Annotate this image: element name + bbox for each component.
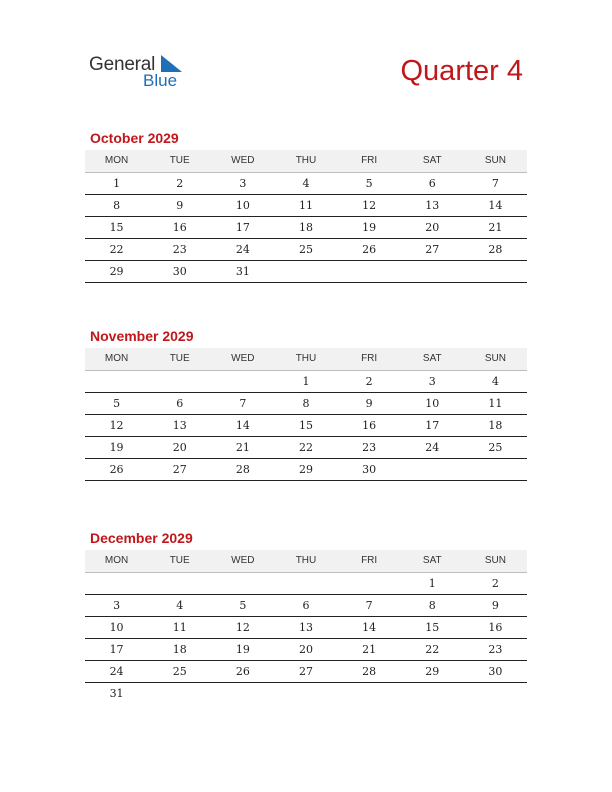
weekday-thu: THU	[295, 353, 317, 364]
week-row	[85, 683, 527, 704]
day-cell: 30	[488, 665, 503, 678]
weekday-tue: TUE	[169, 555, 190, 566]
day-cell: 27	[172, 463, 187, 476]
day-cell: 19	[235, 643, 250, 656]
day-cell: 8	[428, 599, 436, 612]
day-cell: 9	[491, 599, 499, 612]
day-cell: 31	[109, 687, 124, 700]
day-cell: 8	[302, 397, 310, 410]
day-cell: 29	[298, 463, 313, 476]
logo-word-general: General	[89, 54, 156, 75]
day-cell: 4	[491, 375, 499, 388]
day-cell: 30	[362, 463, 377, 476]
day-cell: 24	[109, 665, 124, 678]
weekday-wed: WED	[231, 353, 255, 364]
day-cell: 1	[302, 375, 310, 388]
week-row	[85, 195, 527, 217]
day-cell: 2	[491, 577, 499, 590]
day-cell: 22	[425, 643, 440, 656]
day-cell: 14	[488, 199, 503, 212]
weekday-fri: FRI	[361, 555, 378, 566]
week-row	[85, 239, 527, 261]
day-cell: 13	[172, 419, 187, 432]
day-cell: 17	[425, 419, 440, 432]
weekday-tue: TUE	[169, 155, 190, 166]
day-cell: 13	[298, 621, 313, 634]
day-cell: 11	[172, 621, 187, 634]
weekday-thu: THU	[295, 555, 317, 566]
day-cell: 12	[235, 621, 250, 634]
weekday-header	[85, 150, 527, 173]
week-row	[85, 639, 527, 661]
day-cell: 18	[298, 221, 313, 234]
day-cell: 9	[176, 199, 184, 212]
day-cell: 17	[235, 221, 250, 234]
day-cell: 5	[239, 599, 247, 612]
month-title: December 2029	[90, 530, 193, 546]
day-cell	[464, 261, 527, 282]
weekday-header	[85, 550, 527, 573]
weekday-sat: SAT	[422, 155, 442, 166]
day-cell: 18	[488, 419, 503, 432]
day-cell	[148, 683, 211, 704]
day-cell: 18	[172, 643, 187, 656]
week-row	[85, 595, 527, 617]
day-cell	[464, 683, 527, 704]
day-cell	[148, 371, 211, 392]
weekday-header	[85, 348, 527, 371]
day-cell: 25	[172, 665, 187, 678]
week-row	[85, 415, 527, 437]
logo-word-blue: Blue	[143, 71, 178, 90]
month-title: November 2029	[90, 328, 194, 344]
week-row	[85, 661, 527, 683]
day-cell: 24	[425, 441, 440, 454]
day-cell: 13	[425, 199, 440, 212]
day-cell: 10	[425, 397, 440, 410]
week-row	[85, 217, 527, 239]
day-cell	[401, 683, 464, 704]
day-cell: 12	[109, 419, 124, 432]
day-cell: 2	[176, 177, 184, 190]
day-cell	[274, 261, 337, 282]
week-row	[85, 437, 527, 459]
day-cell: 16	[362, 419, 377, 432]
month-october	[85, 129, 527, 283]
day-cell: 26	[362, 243, 377, 256]
day-cell: 20	[172, 441, 187, 454]
week-row	[85, 459, 527, 481]
day-cell: 16	[488, 621, 503, 634]
day-cell: 25	[298, 243, 313, 256]
day-cell: 2	[365, 375, 373, 388]
day-cell: 4	[302, 177, 310, 190]
day-cell: 14	[235, 419, 250, 432]
day-cell: 28	[362, 665, 377, 678]
day-cell: 16	[172, 221, 187, 234]
day-cell: 5	[113, 397, 121, 410]
day-cell: 11	[488, 397, 503, 410]
logo	[89, 54, 199, 92]
day-cell: 23	[362, 441, 377, 454]
weekday-tue: TUE	[169, 353, 190, 364]
day-cell: 15	[109, 221, 124, 234]
day-cell: 10	[235, 199, 250, 212]
day-cell: 6	[428, 177, 436, 190]
weekday-fri: FRI	[361, 155, 378, 166]
day-cell: 7	[365, 599, 373, 612]
weekday-mon: MON	[104, 155, 129, 166]
day-cell: 9	[365, 397, 373, 410]
week-row	[85, 371, 527, 393]
day-cell	[338, 261, 401, 282]
day-cell: 15	[298, 419, 313, 432]
day-cell: 31	[235, 265, 250, 278]
day-cell: 24	[235, 243, 250, 256]
day-cell: 25	[488, 441, 503, 454]
week-row	[85, 573, 527, 595]
day-cell: 22	[109, 243, 124, 256]
day-cell	[211, 573, 274, 594]
day-cell	[274, 573, 337, 594]
day-cell: 7	[491, 177, 499, 190]
day-cell: 21	[235, 441, 250, 454]
weekday-fri: FRI	[361, 353, 378, 364]
day-cell	[211, 371, 274, 392]
month-december	[85, 529, 527, 704]
day-cell: 27	[425, 243, 440, 256]
day-cell	[338, 683, 401, 704]
weekday-mon: MON	[104, 555, 129, 566]
day-cell: 1	[428, 577, 436, 590]
weekday-sun: SUN	[484, 155, 506, 166]
day-cell: 26	[109, 463, 124, 476]
day-cell: 1	[113, 177, 121, 190]
day-cell: 11	[298, 199, 313, 212]
day-cell: 21	[362, 643, 377, 656]
day-cell: 29	[425, 665, 440, 678]
day-cell: 23	[488, 643, 503, 656]
day-cell	[85, 573, 148, 594]
weekday-thu: THU	[295, 155, 317, 166]
day-cell: 10	[109, 621, 124, 634]
weekday-sun: SUN	[484, 555, 506, 566]
day-cell: 6	[176, 397, 184, 410]
day-cell: 23	[172, 243, 187, 256]
month-november	[85, 327, 527, 481]
day-cell: 20	[298, 643, 313, 656]
week-row	[85, 617, 527, 639]
day-cell	[274, 683, 337, 704]
weekday-sat: SAT	[422, 555, 442, 566]
month-title: October 2029	[90, 130, 179, 146]
day-cell	[401, 261, 464, 282]
day-cell	[401, 459, 464, 480]
day-cell: 15	[425, 621, 440, 634]
day-cell: 8	[113, 199, 121, 212]
weekday-wed: WED	[231, 555, 255, 566]
week-row	[85, 173, 527, 195]
week-row	[85, 393, 527, 415]
day-cell: 20	[425, 221, 440, 234]
day-cell: 28	[235, 463, 250, 476]
day-cell: 26	[235, 665, 250, 678]
day-cell: 22	[298, 441, 313, 454]
day-cell	[338, 573, 401, 594]
day-cell: 21	[488, 221, 503, 234]
day-cell	[211, 683, 274, 704]
page-title: Quarter 4	[400, 55, 523, 87]
weekday-mon: MON	[104, 353, 129, 364]
week-row	[85, 261, 527, 283]
day-cell	[85, 371, 148, 392]
day-cell: 4	[176, 599, 184, 612]
day-cell: 3	[239, 177, 247, 190]
day-cell: 6	[302, 599, 310, 612]
day-cell: 7	[239, 397, 247, 410]
day-cell: 12	[362, 199, 377, 212]
weekday-wed: WED	[231, 155, 255, 166]
day-cell: 17	[109, 643, 124, 656]
day-cell: 19	[362, 221, 377, 234]
weekday-sat: SAT	[422, 353, 442, 364]
day-cell: 5	[365, 177, 373, 190]
day-cell: 14	[362, 621, 377, 634]
day-cell: 19	[109, 441, 124, 454]
day-cell: 3	[113, 599, 121, 612]
day-cell: 30	[172, 265, 187, 278]
day-cell: 3	[428, 375, 436, 388]
day-cell	[464, 459, 527, 480]
day-cell: 27	[298, 665, 313, 678]
day-cell: 29	[109, 265, 124, 278]
day-cell	[148, 573, 211, 594]
weekday-sun: SUN	[484, 353, 506, 364]
day-cell: 28	[488, 243, 503, 256]
